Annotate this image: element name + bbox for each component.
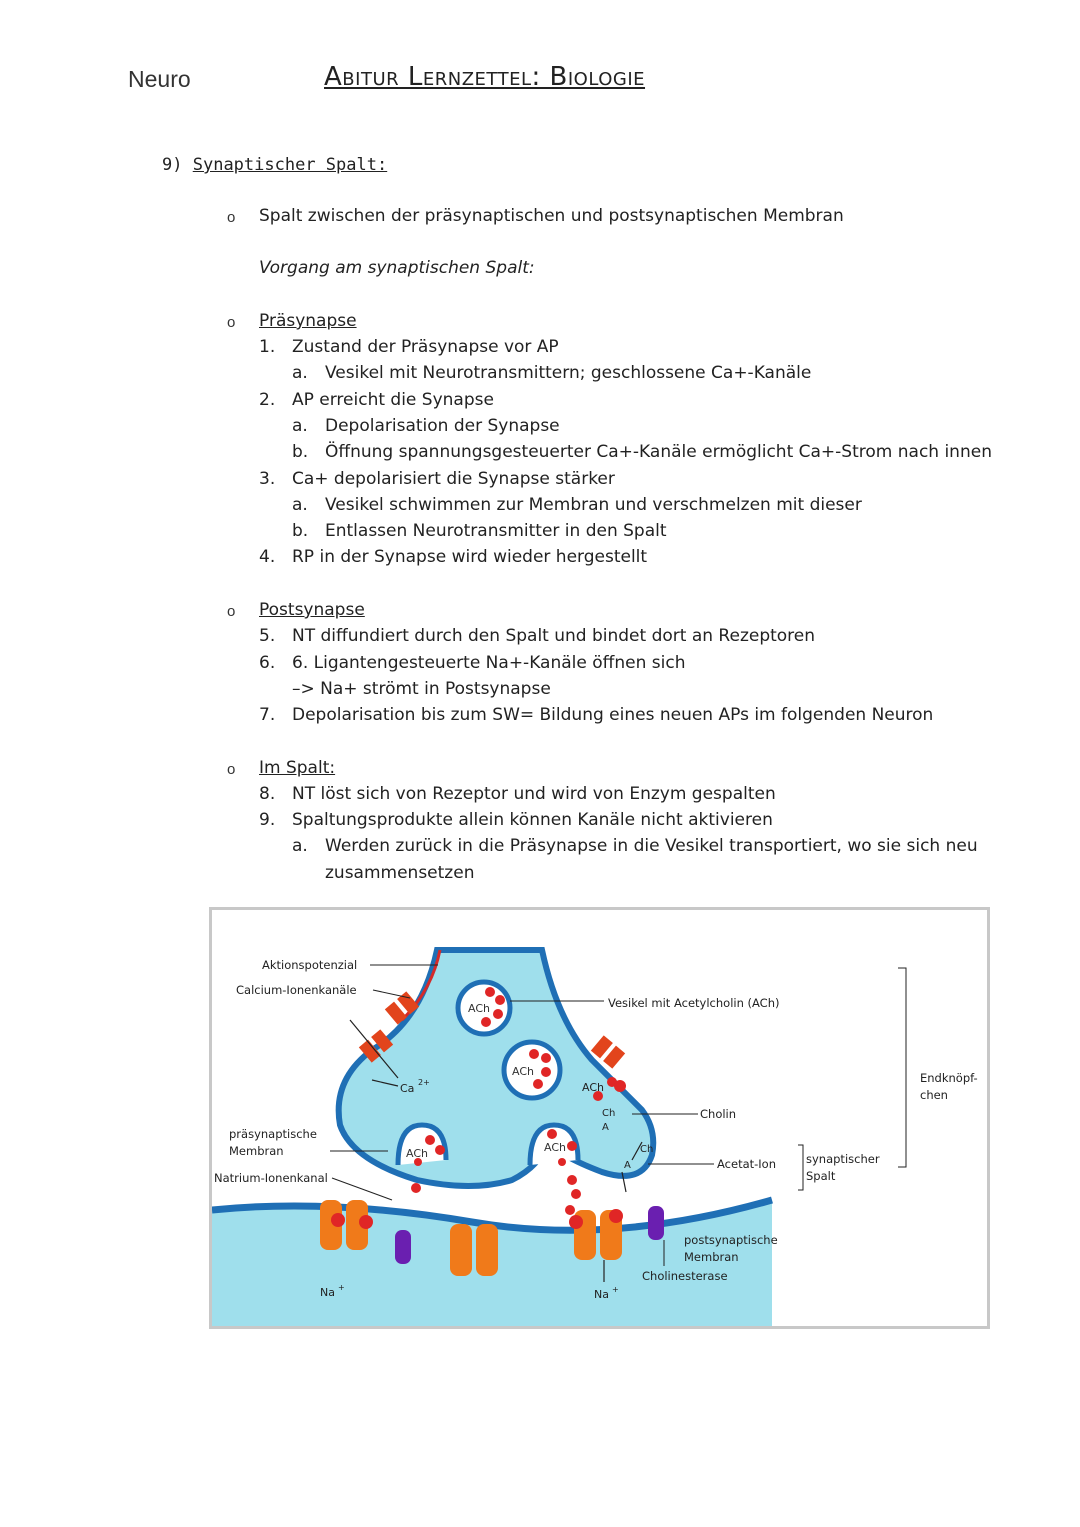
bullet-marker: o [227, 314, 236, 331]
label-calcium-ion: Ca [400, 1082, 415, 1095]
label-synaptic-cleft-2: Spalt [806, 1169, 836, 1183]
label-a-2: A [624, 1160, 631, 1171]
label-aktionspotenzial: Aktionspotenzial [262, 958, 358, 972]
label-synaptic-cleft-1: synaptischer [806, 1152, 880, 1166]
label-sodium-channel: Natrium-Ionenkanal [214, 1171, 328, 1185]
presynapse-heading: Präsynapse [259, 311, 357, 331]
cholinesterase-enzyme [395, 1230, 411, 1264]
label-ach-released: ACh [582, 1081, 604, 1094]
list-subitem: Depolarisation der Synapse [325, 416, 560, 436]
synapse-diagram [209, 907, 990, 1329]
label-presynaptic-membrane-1: präsynaptische [229, 1127, 317, 1141]
process-heading: Vorgang am synaptischen Spalt: [259, 258, 535, 278]
list-number: 3. [259, 469, 276, 489]
label-a-1: A [602, 1122, 609, 1133]
label-vesicle-ach: Vesikel mit Acetylcholin (ACh) [608, 996, 780, 1010]
cholinesterase-enzyme [648, 1206, 664, 1240]
list-number: 9. [259, 810, 276, 830]
vesicle [458, 982, 510, 1034]
list-item: NT löst sich von Rezeptor und wird von Enzym gespalten [292, 784, 776, 804]
section-heading [162, 155, 387, 175]
list-subitem-continuation: zusammensetzen [325, 863, 475, 883]
ach-label: ACh [406, 1147, 428, 1160]
list-item: AP erreicht die Synapse [292, 390, 494, 410]
list-number: 5. [259, 626, 276, 646]
label-cholin: Cholin [700, 1107, 737, 1121]
fusing-vesicle [398, 1125, 446, 1166]
list-number: 1. [259, 337, 276, 357]
list-item: Depolarisation bis zum SW= Bildung eines neuen APs im folgenden Neuron [292, 705, 934, 725]
list-number: 7. [259, 705, 276, 725]
postsynapse-heading: Postsynapse [259, 600, 365, 620]
label-na-2-charge: + [612, 1285, 619, 1294]
ach-label: ACh [468, 1002, 490, 1015]
list-item-continuation: –> Na+ strömt in Postsynapse [292, 679, 551, 699]
list-letter: a. [292, 416, 308, 436]
label-ch-1: Ch [602, 1108, 616, 1119]
list-number: 4. [259, 547, 276, 567]
section-title: Synaptischer Spalt: [192, 155, 388, 175]
label-presynaptic-membrane-2: Membran [229, 1144, 284, 1158]
list-letter: a. [292, 495, 308, 515]
label-calcium-channels: Calcium-Ionenkanäle [236, 983, 357, 997]
list-subitem: Entlassen Neurotransmitter in den Spalt [325, 521, 667, 541]
header-label: Neuro [128, 66, 191, 92]
bullet-marker: o [227, 209, 236, 226]
intro-text: Spalt zwischen der präsynaptischen und postsynaptischen Membran [259, 206, 844, 226]
list-item: Zustand der Präsynapse vor AP [292, 337, 559, 357]
label-endknoepfchen-2: chen [920, 1088, 948, 1102]
label-na-1: Na [320, 1286, 335, 1299]
label-acetat-ion: Acetat-Ion [717, 1157, 776, 1171]
spalt-heading: Im Spalt: [259, 758, 336, 778]
list-letter: a. [292, 363, 308, 383]
list-subitem: Vesikel schwimmen zur Membran und verschmelzen mit dieser [325, 495, 862, 515]
label-calcium-ion-charge: 2+ [418, 1078, 430, 1087]
list-letter: b. [292, 521, 309, 541]
synapse-diagram-svg [212, 910, 987, 1326]
label-na-2: Na [594, 1288, 609, 1301]
list-subitem: Öffnung spannungsgesteuerter Ca+-Kanäle ermöglicht Ca+-Strom nach innen [325, 442, 992, 462]
bullet-marker: o [227, 603, 236, 620]
label-postsynaptic-membrane-1: postsynaptische [684, 1233, 778, 1247]
ach-label: ACh [544, 1141, 566, 1154]
sodium-channel [320, 1200, 373, 1250]
section-number: 9) [162, 155, 183, 175]
list-subitem: Werden zurück in die Präsynapse in die Vesikel transportiert, wo sie sich neu [325, 836, 978, 856]
fusing-vesicle [530, 1125, 578, 1166]
label-ch-2: Ch [640, 1144, 654, 1155]
list-number: 8. [259, 784, 276, 804]
list-item: 6. Ligantengesteuerte Na+-Kanäle öffnen sich [292, 653, 686, 673]
label-cholinesterase: Cholinesterase [642, 1269, 728, 1283]
bullet-marker: o [227, 761, 236, 778]
list-item: RP in der Synapse wird wieder hergestellt [292, 547, 648, 567]
page-title: Abitur Lernzettel: Biologie [324, 62, 646, 92]
list-item: Ca+ depolarisiert die Synapse stärker [292, 469, 615, 489]
ach-label: ACh [512, 1065, 534, 1078]
list-item: Spaltungsprodukte allein können Kanäle nicht aktivieren [292, 810, 773, 830]
list-subitem: Vesikel mit Neurotransmittern; geschlossene Ca+-Kanäle [325, 363, 812, 383]
list-item: NT diffundiert durch den Spalt und bindet dort an Rezeptoren [292, 626, 816, 646]
label-na-1-charge: + [338, 1283, 345, 1292]
label-postsynaptic-membrane-2: Membran [684, 1250, 739, 1264]
list-letter: b. [292, 442, 309, 462]
list-number: 2. [259, 390, 276, 410]
label-endknoepfchen-1: Endknöpf- [920, 1071, 978, 1085]
vesicle [504, 1042, 560, 1098]
list-number: 6. [259, 653, 276, 673]
list-letter: a. [292, 836, 308, 856]
